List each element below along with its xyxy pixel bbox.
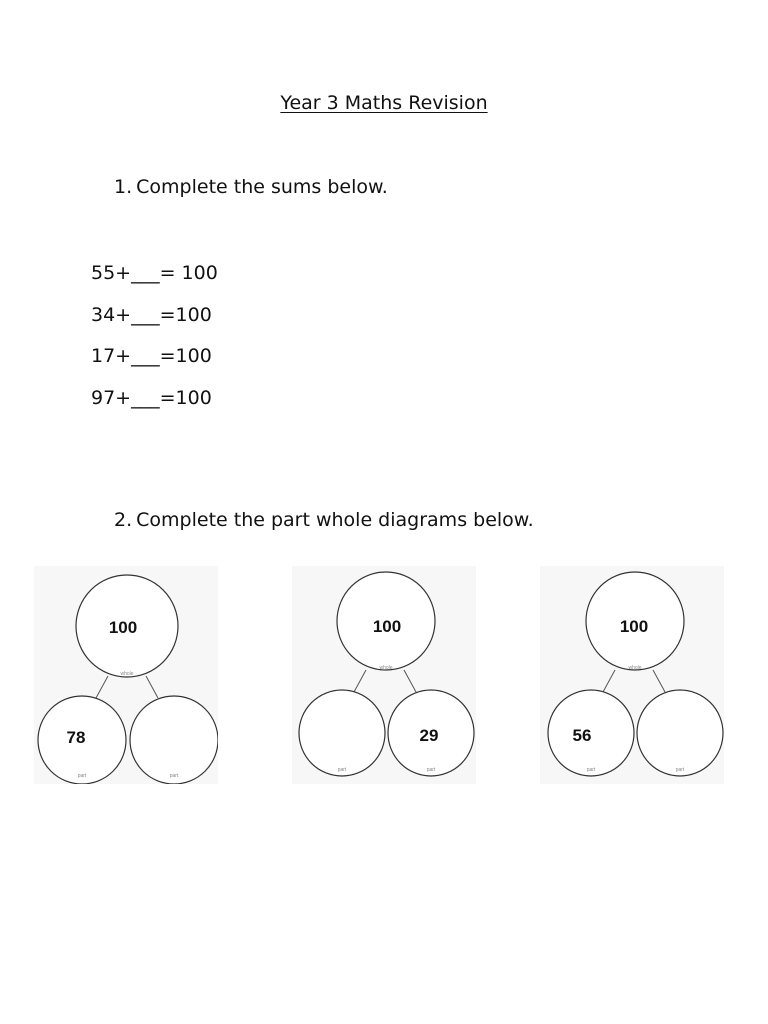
- whole-value: 100: [372, 617, 402, 636]
- whole-value: 100: [108, 618, 138, 637]
- connector-line-left: [354, 670, 366, 692]
- part-left-value: 78: [66, 728, 86, 747]
- part-label-left: part: [77, 773, 87, 779]
- connector-line-right: [146, 676, 158, 698]
- question-2: [114, 509, 534, 531]
- question-2-number: 2.: [114, 509, 133, 531]
- part-whole-diagram-1: [34, 566, 218, 784]
- question-2-text: Complete the part whole diagrams below.: [136, 509, 534, 531]
- part-right-value: 29: [419, 726, 439, 745]
- part-whole-diagram-graphic: [34, 566, 218, 784]
- part-left-value: 56: [572, 726, 592, 745]
- part-circle-right: [130, 696, 218, 784]
- part-circle-left: [299, 690, 385, 776]
- sums-list: [91, 259, 218, 425]
- part-label-left: part: [337, 767, 347, 773]
- question-1-number: 1.: [114, 176, 133, 198]
- sum-item: 34+___=100: [91, 303, 212, 326]
- part-whole-diagram-3: [540, 566, 724, 784]
- sum-item: 55+___= 100: [91, 262, 218, 284]
- connector-line-right: [653, 670, 665, 692]
- worksheet-title: Year 3 Maths Revision: [280, 92, 488, 114]
- connector-line-right: [404, 670, 416, 692]
- part-label-right: part: [169, 773, 179, 779]
- part-label-right: part: [675, 767, 685, 773]
- part-circle-right: [637, 690, 723, 776]
- whole-value: 100: [619, 617, 649, 636]
- part-whole-diagram-graphic: [292, 566, 476, 784]
- question-1: [114, 176, 388, 198]
- sum-item: 17+___=100: [91, 345, 212, 367]
- part-label-right: part: [426, 767, 436, 773]
- sum-item: 97+___=100: [91, 386, 212, 409]
- part-label-left: part: [586, 767, 596, 773]
- connector-line-left: [96, 676, 108, 698]
- part-whole-diagram-graphic: [540, 566, 724, 784]
- whole-label: whole: [379, 665, 393, 671]
- part-whole-diagram-2: [292, 566, 476, 784]
- question-1-text: Complete the sums below.: [136, 176, 388, 198]
- connector-line-left: [603, 670, 615, 692]
- whole-label: whole: [120, 671, 134, 677]
- whole-label: whole: [628, 665, 642, 671]
